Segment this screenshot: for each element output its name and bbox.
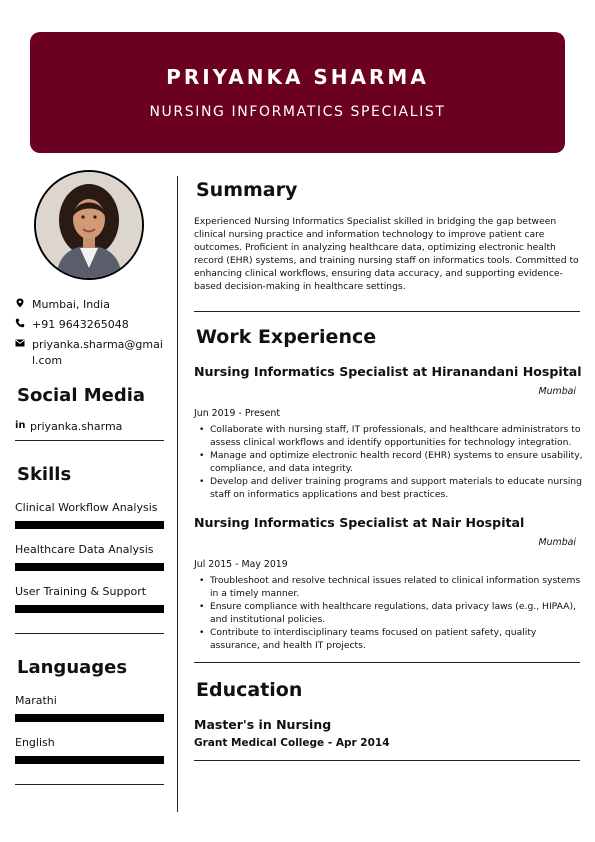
skills-divider <box>15 633 164 634</box>
job-bullet: • Manage and optimize electronic health record (EHR) systems to ensure usability, compliance, and data integrity. <box>194 449 584 475</box>
languages-divider <box>15 784 164 785</box>
skill-level-bar <box>15 563 164 571</box>
language-label: English <box>15 736 55 749</box>
phone-icon <box>15 318 25 328</box>
job-dates: Jun 2019 - Present <box>194 408 281 419</box>
job-bullet: • Troubleshoot and resolve technical issues related to clinical information systems in a timely manner. <box>194 574 584 600</box>
skill-label: Clinical Workflow Analysis <box>15 501 158 514</box>
education-heading: Education <box>196 679 303 701</box>
summary-heading: Summary <box>196 179 298 201</box>
social-divider <box>15 440 164 441</box>
job-location: Mumbai <box>538 386 576 397</box>
skills-heading: Skills <box>17 464 72 485</box>
job-bullet: • Develop and deliver training programs and support materials to educate nursing staff on informatics applications and best practices. <box>194 475 584 501</box>
profile-photo <box>34 170 144 280</box>
candidate-name: PRIYANKA SHARMA <box>166 65 429 89</box>
language-level-bar <box>15 714 164 722</box>
skill-label: Healthcare Data Analysis <box>15 543 154 556</box>
education-school: Grant Medical College - Apr 2014 <box>194 737 390 749</box>
job-dates: Jul 2015 - May 2019 <box>194 559 288 570</box>
education-divider <box>194 760 580 761</box>
experience-divider <box>194 662 580 663</box>
linkedin-icon: in <box>15 420 26 431</box>
social-heading: Social Media <box>17 385 146 406</box>
job-bullet: • Collaborate with nursing staff, IT professionals, and healthcare administrators to assess clinical workflows and identify opportunities for technology integration. <box>194 423 584 449</box>
job-bullets <box>194 574 584 652</box>
languages-heading: Languages <box>17 657 128 678</box>
candidate-title: NURSING INFORMATICS SPECIALIST <box>149 104 446 120</box>
job-bullet: • Contribute to interdisciplinary teams focused on patient safety, quality assurance, and health IT projects. <box>194 626 584 652</box>
education-degree: Master's in Nursing <box>194 717 332 732</box>
job-location: Mumbai <box>538 537 576 548</box>
email-text[interactable]: priyanka.sharma@gmail.com <box>32 338 163 367</box>
location-text: Mumbai, India <box>32 298 110 311</box>
summary-divider <box>194 311 580 312</box>
column-divider <box>177 176 178 812</box>
job-bullets <box>194 423 584 501</box>
linkedin-handle[interactable]: priyanka.sharma <box>30 420 123 433</box>
experience-heading: Work Experience <box>196 326 377 348</box>
email-icon <box>15 338 25 348</box>
header-banner <box>30 32 565 153</box>
language-label: Marathi <box>15 694 57 707</box>
job-title: Nursing Informatics Specialist at Hiranandani Hospital <box>194 364 582 379</box>
language-level-bar <box>15 756 164 764</box>
summary-text: Experienced Nursing Informatics Specialist skilled in bridging the gap between clinical nursing practice and information technology to improve patient care outcomes. Proficient in analyzing healthcare data, optimizing electronic health record (EHR) systems, and training nursing staff on informatics tools. Committed to enhancing clinical workflows, ensuring data accuracy, and supporting evidence-based decision-making in healthcare settings. <box>194 216 579 292</box>
phone-text: +91 9643265048 <box>32 318 129 331</box>
job-bullet: • Ensure compliance with healthcare regulations, data privacy laws (e.g., HIPAA), and institutional policies. <box>194 600 584 626</box>
map-pin-icon <box>15 298 25 308</box>
skill-label: User Training & Support <box>15 585 147 598</box>
job-title: Nursing Informatics Specialist at Nair Hospital <box>194 515 525 530</box>
skill-level-bar <box>15 605 164 613</box>
portrait-image <box>36 172 142 278</box>
skill-level-bar <box>15 521 164 529</box>
